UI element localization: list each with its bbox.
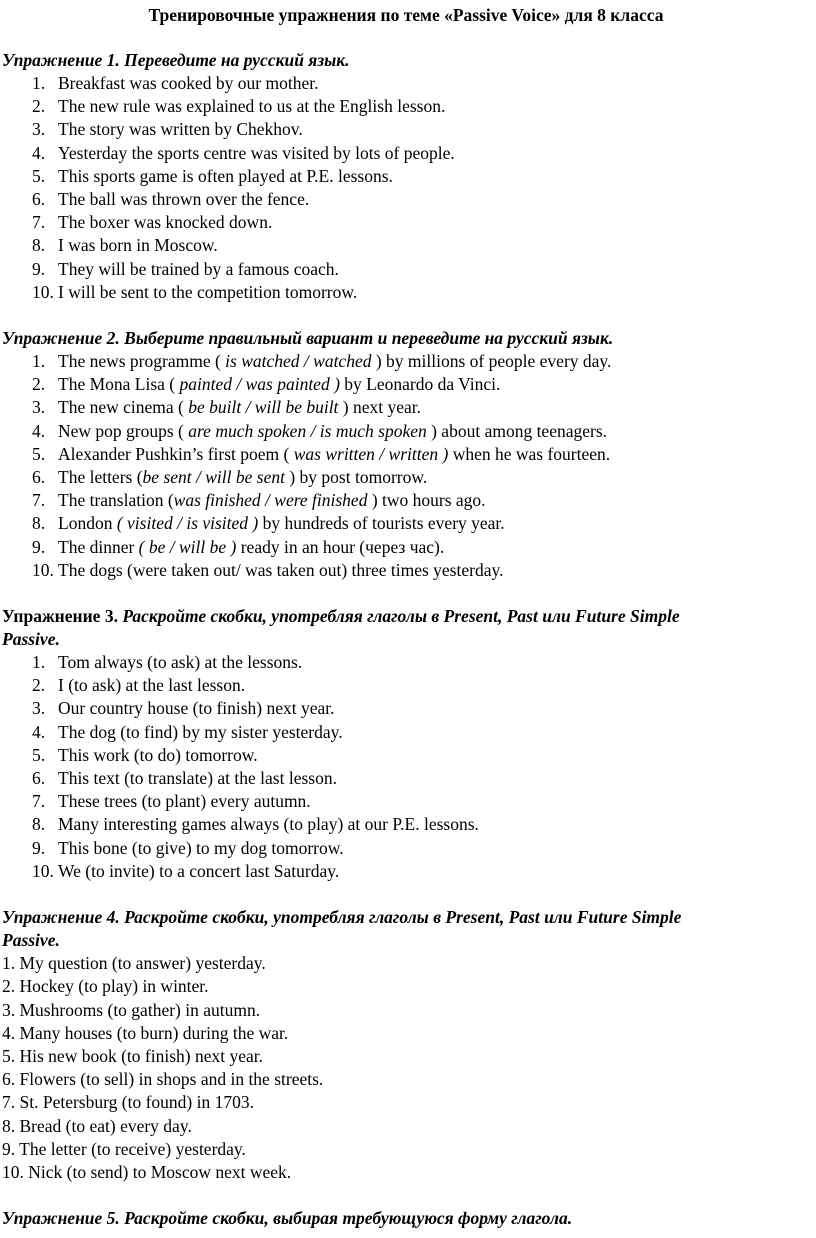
list-item: 9. They will be trained by a famous coach.	[32, 258, 339, 279]
list-item: 7. St. Petersburg (to found) in 1703.	[2, 1092, 254, 1113]
list-item: 9. The dinner ( be / will be ) ready in an hour (через час).	[32, 536, 445, 557]
list-item: 8. London ( visited / is visited ) by hundreds of tourists every year.	[32, 513, 505, 534]
list-item: 4. The dog (to find) by my sister yesterday.	[32, 721, 343, 742]
exercise-3-heading-line2: Passive.	[2, 629, 60, 650]
list-item: 4. Many houses (to burn) during the war.	[2, 1022, 289, 1043]
list-item: 5. This sports game is often played at P.E. lessons.	[32, 165, 393, 186]
list-item: 5. Alexander Pushkin’s first poem ( was written / written ) when he was fourteen.	[32, 443, 611, 464]
list-item: 10. The dogs (were taken out/ was taken out) three times yesterday.	[32, 559, 504, 580]
list-item: 2. I (to ask) at the last lesson.	[32, 675, 246, 696]
list-item: 8. Many interesting games always (to play) at our P.E. lessons.	[32, 814, 479, 835]
list-item: 2. The new rule was explained to us at the English lesson.	[32, 96, 446, 117]
list-item: 6. The letters (be sent / will be sent ) by post tomorrow.	[32, 467, 428, 488]
list-item: 1. The news programme ( is watched / watched ) by millions of people every day.	[32, 351, 612, 372]
list-item: 8. I was born in Moscow.	[32, 235, 218, 256]
list-item: 5. This work (to do) tomorrow.	[32, 744, 258, 765]
list-item: 5. His new book (to finish) next year.	[2, 1045, 263, 1066]
list-item: 10. Nick (to send) to Moscow next week.	[2, 1161, 292, 1182]
list-item: 3. Our country house (to finish) next year.	[32, 698, 335, 719]
list-item: 4. New pop groups ( are much spoken / is much spoken ) about among teenagers.	[32, 420, 608, 441]
exercise-4-list	[2, 952, 810, 1184]
list-item: 6. This text (to translate) at the last lesson.	[32, 768, 337, 789]
exercise-2-list	[2, 350, 810, 582]
list-item: 3. Mushrooms (to gather) in autumn.	[2, 999, 261, 1020]
list-item: 3. The story was written by Chekhov.	[32, 119, 303, 140]
list-item: 2. Hockey (to play) in winter.	[2, 976, 209, 997]
exercise-1-list	[2, 72, 810, 304]
list-item: 8. Bread (to eat) every day.	[2, 1115, 192, 1136]
exercise-1-heading: Упражнение 1. Переведите на русский язык.	[2, 50, 350, 70]
list-item: 1. Tom always (to ask) at the lessons.	[32, 652, 303, 673]
exercise-2-heading: Упражнение 2. Выберите правильный вариант и переведите на русский язык.	[2, 328, 614, 349]
exercise-3-list	[2, 651, 810, 883]
list-item: 3. The new cinema ( be built / will be built ) next year.	[32, 397, 422, 418]
page-title: Тренировочные упражнения по теме «Passive Voice» для 8 класса	[148, 5, 664, 25]
list-item: 6. Flowers (to sell) in shops and in the streets.	[2, 1069, 324, 1090]
list-item: 10. I will be sent to the competition tomorrow.	[32, 281, 358, 302]
list-item: 7. The translation (was finished / were finished ) two hours ago.	[32, 490, 486, 511]
exercise-4-heading: Упражнение 4. Раскройте скобки, употребляя глаголы в Present, Past или Future Simple	[2, 907, 682, 928]
list-item: 9. The letter (to receive) yesterday.	[2, 1138, 246, 1159]
exercise-5-heading: Упражнение 5. Раскройте скобки, выбирая требующуюся форму глагола.	[2, 1208, 573, 1229]
exercise-4-heading-line2: Passive.	[2, 930, 60, 951]
list-item: 9. This bone (to give) to my dog tomorrow.	[32, 837, 344, 858]
exercise-3-heading: Упражнение 3. Раскройте скобки, употребляя глаголы в Present, Past или Future Simple	[2, 606, 680, 627]
list-item: 10. We (to invite) to a concert last Saturday.	[32, 860, 340, 881]
list-item: 7. The boxer was knocked down.	[32, 212, 273, 233]
list-item: 2. The Mona Lisa ( painted / was painted ) by Leonardo da Vinci.	[32, 374, 501, 395]
list-item: 1. My question (to answer) yesterday.	[2, 953, 266, 974]
list-item: 7. These trees (to plant) every autumn.	[32, 791, 311, 812]
list-item: 1. Breakfast was cooked by our mother.	[32, 73, 319, 93]
list-item: 6. The ball was thrown over the fence.	[32, 189, 310, 210]
list-item: 4. Yesterday the sports centre was visited by lots of people.	[32, 142, 455, 163]
